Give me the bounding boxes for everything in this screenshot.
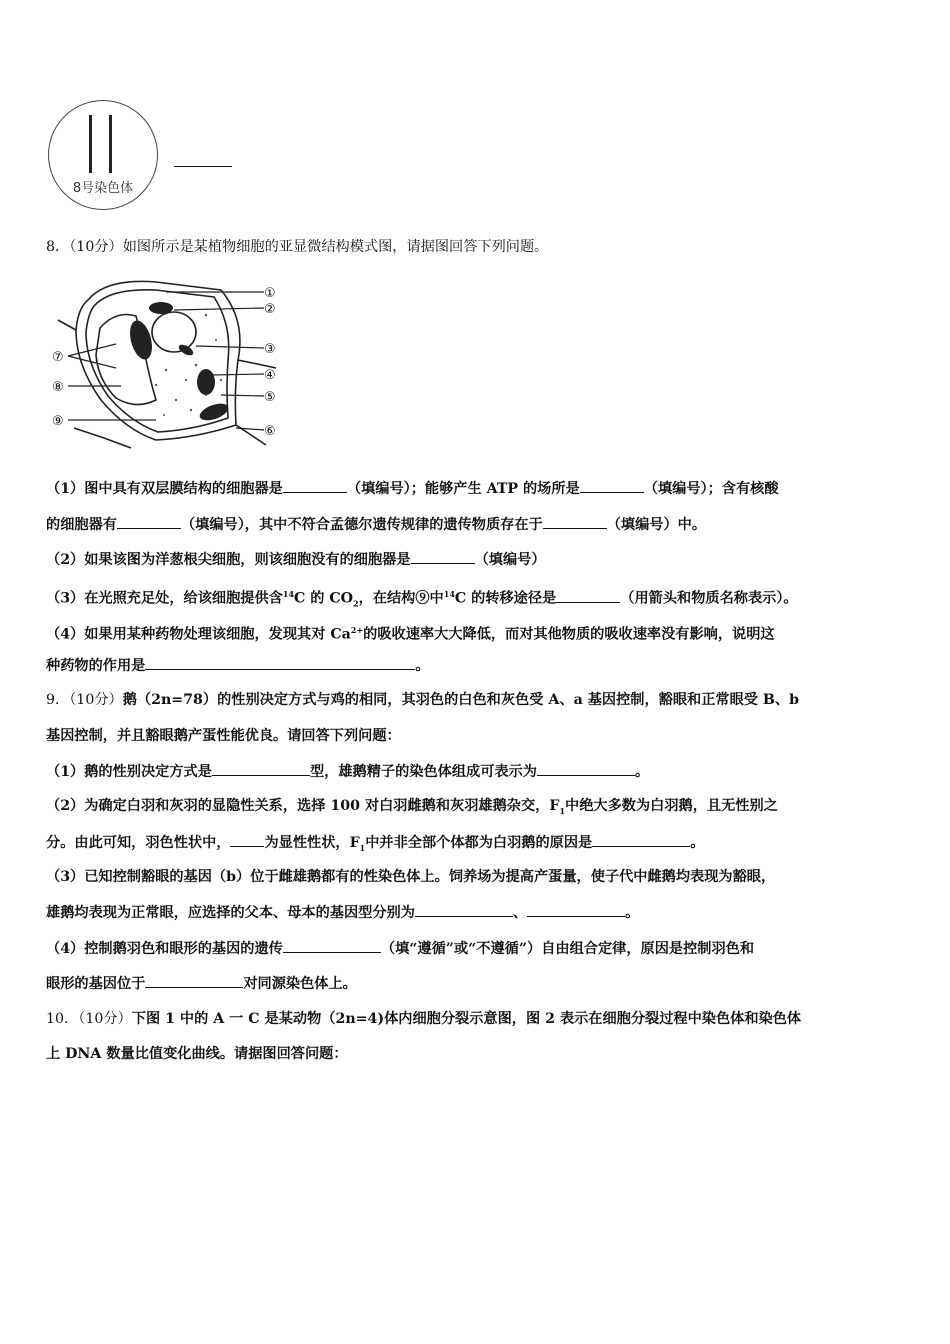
answer-blank[interactable]: [145, 973, 243, 988]
q8-intro: 8．（10分）如图所示是某植物细胞的亚显微结构模式图，请据图回答下列问题。: [46, 239, 549, 255]
answer-blank[interactable]: [212, 761, 310, 776]
answer-blank[interactable]: [580, 478, 644, 493]
answer-blank[interactable]: [537, 761, 635, 776]
label-9: ⑨: [52, 414, 64, 429]
label-1: ①: [264, 286, 276, 301]
q8-part1-line1: （1）图中具有双层膜结构的细胞器是 （填编号）；能够产生 ATP 的场所是 （填编号）；含有核酸: [46, 478, 779, 499]
label-3: ③: [264, 342, 276, 357]
answer-blank[interactable]: [283, 938, 381, 953]
answer-blank[interactable]: [592, 832, 690, 847]
chromosome-label: 8号染色体: [72, 181, 134, 196]
answer-blank[interactable]: [527, 902, 625, 917]
answer-blank[interactable]: [411, 549, 475, 564]
chromatid-left: [89, 115, 92, 173]
answer-blank[interactable]: [556, 588, 620, 603]
label-4: ④: [264, 368, 276, 383]
answer-blank[interactable]: [230, 832, 264, 847]
q8-part1-line2: 的细胞器有 （填编号），其中不符合孟德尔遗传规律的遗传物质存在于 （填编号）中。: [46, 514, 706, 535]
q9-part3-line1: （3）已知控制豁眼的基因（b）位于雌雄鹅都有的性染色体上。饲养场为提高产蛋量，使子代中雌鹅均表现为豁眼，: [46, 869, 776, 885]
label-5: ⑤: [264, 390, 276, 405]
answer-blank[interactable]: [415, 902, 513, 917]
q8-part4-line2: 种药物的作用是 。: [46, 655, 430, 676]
chromatid-right: [109, 115, 112, 173]
answer-blank[interactable]: [543, 514, 607, 529]
answer-blank[interactable]: [117, 514, 181, 529]
q9-part4-line1: （4）控制鹅羽色和眼形的基因的遗传 （填“遵循”或“不遵循”）自由组合定律，原因是控制羽色和: [46, 938, 754, 959]
q9-part4-line2: 眼形的基因位于 对同源染色体上。: [46, 973, 357, 994]
answer-blank[interactable]: [145, 655, 415, 670]
q9-part2-line1: （2）为确定白羽和灰羽的显隐性关系，选择 100 对白羽雌鹅和灰羽雄鹅杂交，$F_1$中绝大多数为白羽鹅，且无性别之: [46, 798, 778, 816]
label-7: ⑦: [52, 350, 64, 365]
chromosome-circle-figure: [48, 100, 158, 210]
plant-cell-diagram: [46, 270, 286, 450]
q8-part2: （2）如果该图为洋葱根尖细胞，则该细胞没有的细胞器是 （填编号）: [46, 549, 546, 570]
q9-intro-line1: 9．（10分）鹅（2n=78）的性别决定方式与鸡的相同，其羽色的白色和灰色受 A、a 基因控制，豁眼和正常眼受 B、b: [46, 692, 799, 708]
q9-intro-line2: 基因控制，并且豁眼鹅产蛋性能优良。请回答下列问题：: [46, 728, 401, 744]
label-2: ②: [264, 302, 276, 317]
label-6: ⑥: [264, 424, 276, 439]
q10-intro-line2: 上 DNA 数量比值变化曲线。请据图回答问题：: [46, 1046, 348, 1062]
answer-blank[interactable]: [174, 166, 232, 167]
q8-part4-line1: （4）如果用某种药物处理该细胞，发现其对 $Ca^{2+}$的吸收速率大大降低，而对其他物质的吸收速率没有影响，说明这: [46, 625, 775, 643]
q9-part3-line2: 雄鹅均表现为正常眼，应选择的父本、母本的基因型分别为 、 。: [46, 902, 639, 923]
q8-part3: （3）在光照充足处，给该细胞提供含$^{14}$C 的 $CO_2$，在结构⑨中$^{14}$C 的转移途径是 （用箭头和物质名称表示）。: [46, 589, 798, 609]
q10-intro-line1: 10．（10分）下图 1 中的 A 一 C 是某动物（2n=4)体内细胞分裂示意图，图 2 表示在细胞分裂过程中染色体和染色体: [46, 1011, 802, 1027]
q9-part1: （1）鹅的性别决定方式是 型，雄鹅精子的染色体组成可表示为 。: [46, 761, 649, 782]
answer-blank[interactable]: [283, 478, 347, 493]
q9-part2-line2: 分。由此可知，羽色性状中， 为显性性状，$F_1$中并非全部个体都为白羽鹅的原因是 。: [46, 832, 704, 858]
label-8: ⑧: [52, 380, 64, 395]
